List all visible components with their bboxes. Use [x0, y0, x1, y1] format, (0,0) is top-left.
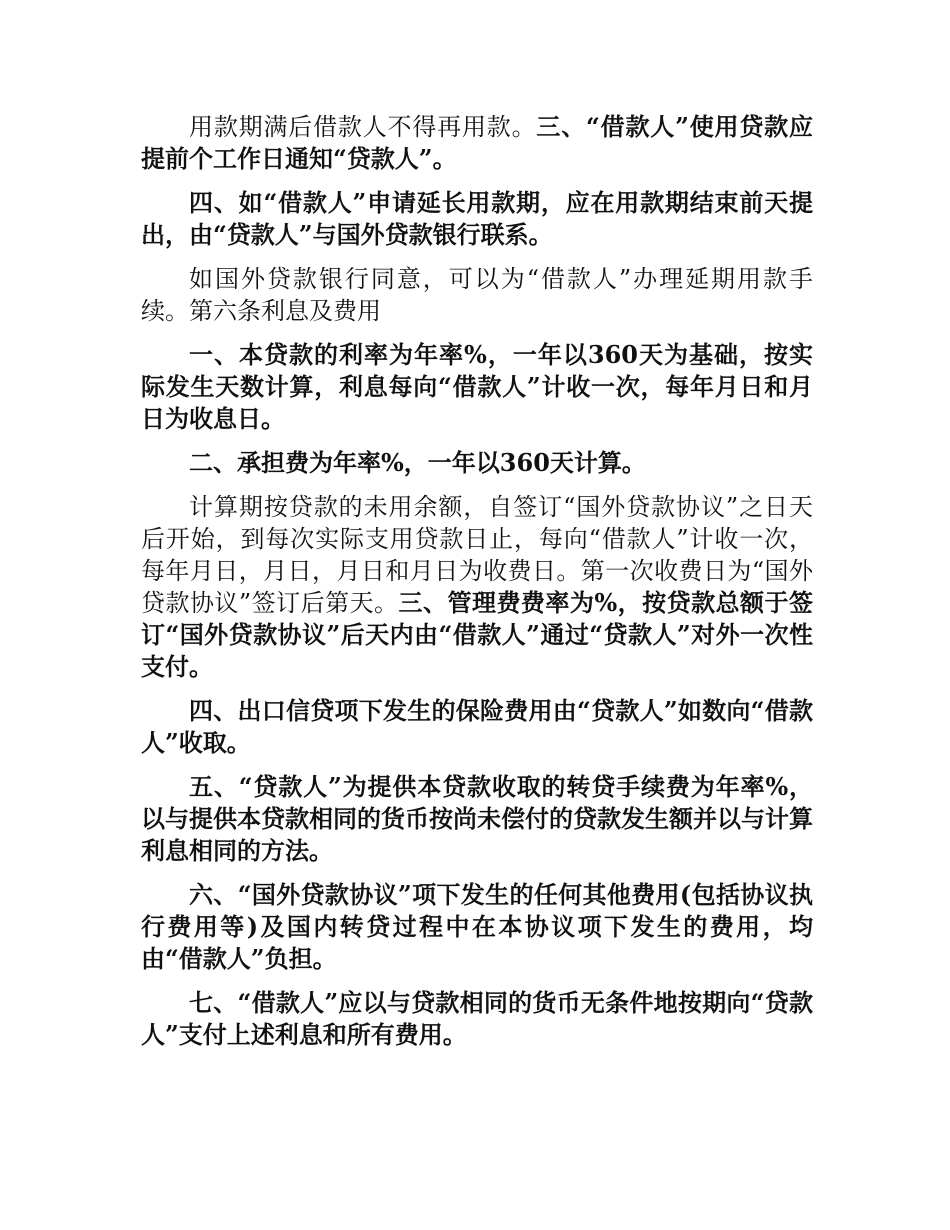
paragraph-10 [141, 987, 813, 1051]
paragraph-9-bold-text: 六、“国外贷款协议”项下发生的任何其他费用(包括协议执行费用等)及国内转贷过程中在本协议项下发生的费用，均由“借款人”负担。 [141, 880, 813, 973]
paragraph-5 [141, 447, 813, 479]
paragraph-4-bold-text: 一、本贷款的利率为年率%，一年以360天为基础，按实际发生天数计算，利息每向“借款人”计收一次，每年月日和月日为收息日。 [141, 340, 813, 433]
paragraph-1-bold-text: 三、“借款人”使用贷款应提前个工作日通知“贷款人”。 [141, 112, 814, 173]
paragraph-9 [141, 879, 813, 975]
paragraph-2 [141, 187, 813, 251]
paragraph-4 [141, 339, 813, 435]
paragraph-7-bold-text: 四、出口信贷项下发生的保险费用由“贷款人”如数向“借款人”收取。 [141, 696, 813, 757]
paragraph-3 [141, 263, 813, 327]
paragraph-7 [141, 695, 813, 759]
paragraph-1 [141, 111, 813, 175]
paragraph-6-plain-text: 计算期按贷款的未用余额，自签订“国外贷款协议”之日天后开始，到每次实际支用贷款日止，每向“借款人”计收一次，每年月日，月日，月日和月日为收费日。第一次收费日为“国外贷款协议”签订后第天。 [141, 493, 813, 617]
paragraph-10-bold-text: 七、“借款人”应以与贷款相同的货币无条件地按期向“贷款人”支付上述利息和所有费用。 [141, 988, 813, 1049]
paragraph-6 [141, 491, 813, 683]
paragraph-8-bold-text: 五、“贷款人”为提供本贷款收取的转贷手续费为年率%，以与提供本贷款相同的货币按尚未偿付的贷款发生额并以与计算利息相同的方法。 [141, 772, 813, 865]
paragraph-1-plain-text: 用款期满后借款人不得再用款。 [189, 113, 537, 141]
paragraph-3-plain-text: 如国外贷款银行同意，可以为“借款人”办理延期用款手续。第六条利息及费用 [141, 265, 813, 325]
paragraph-5-bold-text: 二、承担费为年率%，一年以360天计算。 [189, 448, 646, 477]
paragraph-6-bold-text: 三、管理费费率为%，按贷款总额于签订“国外贷款协议”后天内由“借款人”通过“贷款人”对外一次性支付。 [141, 588, 813, 681]
paragraph-8 [141, 771, 813, 867]
paragraph-2-bold-text: 四、如“借款人”申请延长用款期，应在用款期结束前天提出，由“贷款人”与国外贷款银行联系。 [141, 188, 813, 249]
document-body [141, 111, 813, 1063]
